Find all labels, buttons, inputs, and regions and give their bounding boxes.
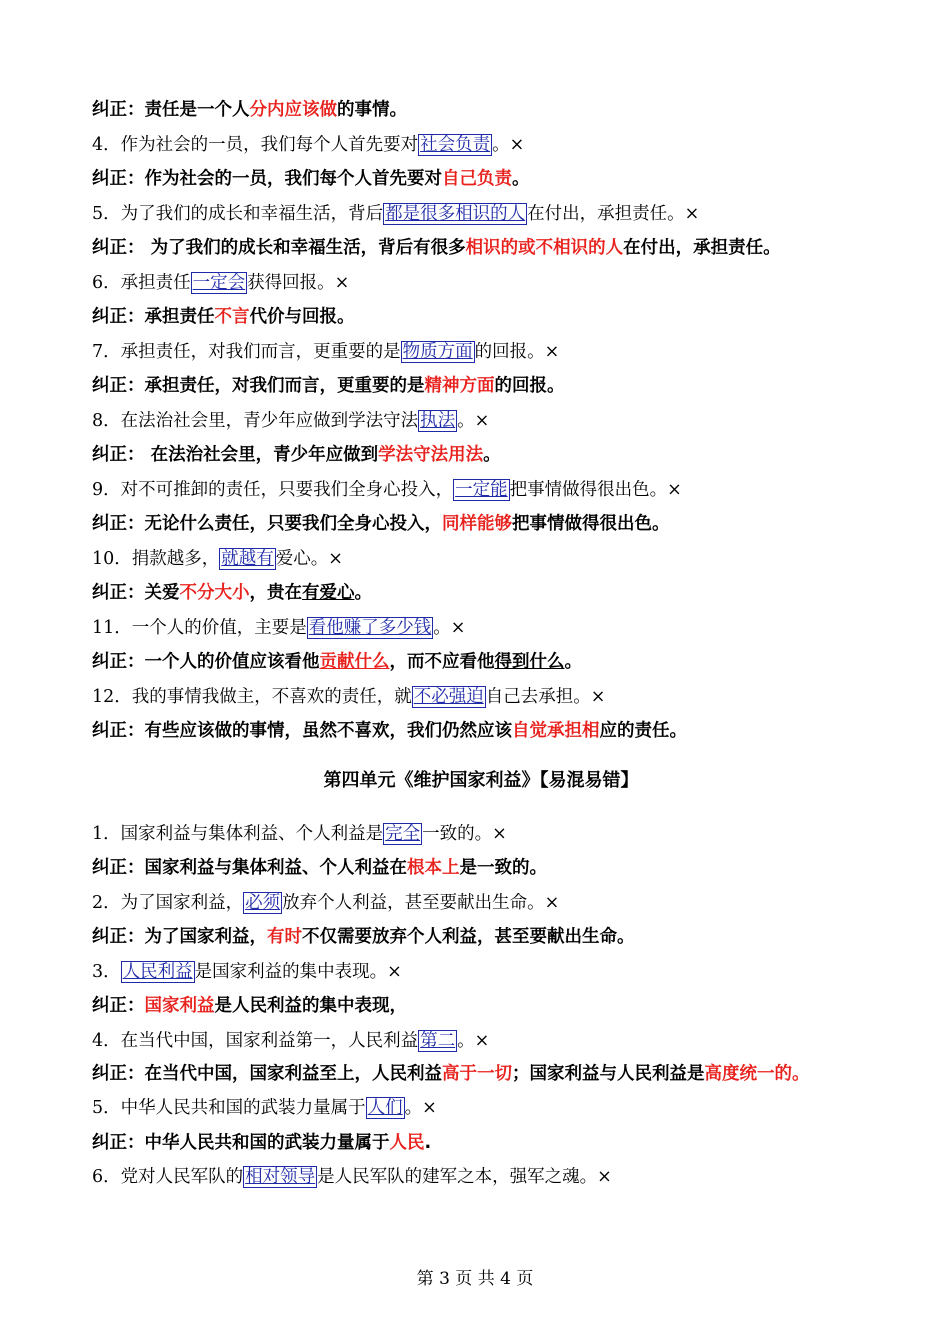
correction-line-c8 — [92, 438, 870, 473]
text-segment: 纠正：一个人的价值应该看他 — [92, 652, 320, 672]
text-segment: 10．捐款越多， — [92, 548, 220, 569]
text-segment: 1．国家利益与集体利益、个人利益是 — [92, 823, 384, 844]
text-segment: 在付出，承担责任。 — [623, 238, 781, 258]
question-line-u4q4 — [92, 1024, 870, 1059]
text-segment: 6．承担责任 — [92, 272, 191, 293]
underlined-segment: 有爱心 — [302, 583, 355, 603]
document-page — [92, 93, 870, 1195]
text-segment: 12．我的事情我做主，不喜欢的责任，就 — [92, 686, 412, 707]
correction-line-c6 — [92, 300, 870, 335]
correction-line-u4c2 — [92, 920, 870, 955]
text-segment: 纠正：为了国家利益， — [92, 927, 267, 947]
text-segment: 的回报。× — [474, 341, 560, 362]
page-footer: 第 3 页 共 4 页 — [416, 1269, 534, 1289]
error-highlight: 执法 — [420, 410, 456, 431]
text-segment: 5．为了我们的成长和幸福生活，背后 — [92, 203, 384, 224]
text-segment: ，贵在 — [249, 583, 302, 603]
question-line-q12 — [92, 680, 870, 715]
text-segment: 。 — [512, 169, 530, 189]
text-segment: 。 — [354, 583, 372, 603]
question-line-u4q3 — [92, 955, 870, 990]
correction-highlight: 贡献什么 — [319, 652, 390, 672]
text-segment: 6．党对人民军队的 — [92, 1167, 244, 1187]
correction-line-c4 — [92, 162, 870, 197]
text-segment: 11．一个人的价值，主要是 — [92, 617, 307, 638]
error-highlight: 第二 — [420, 1030, 456, 1051]
text-segment: 3． — [92, 961, 121, 982]
question-line-u4q2 — [92, 886, 870, 921]
text-segment: 纠正：承担责任，对我们而言，更重要的是 — [92, 376, 425, 396]
correction-highlight: 不言 — [214, 307, 250, 327]
error-highlight: 必须 — [245, 892, 281, 913]
text-segment: 获得回报。× — [247, 272, 350, 293]
question-line-u4q6 — [92, 1160, 870, 1195]
correction-highlight: 同样能够 — [442, 514, 512, 534]
correction-line-c11 — [92, 645, 870, 680]
text-segment: 纠正：作为社会的一员，我们每个人首先要对 — [92, 169, 442, 189]
correction-highlight: 高度统一的。 — [704, 1064, 810, 1084]
correction-line-u4c3 — [92, 989, 870, 1024]
correction-highlight: 不分大小 — [179, 583, 250, 603]
text-segment: 4．在当代中国，国家利益第一，人民利益 — [92, 1030, 419, 1051]
text-segment: 7．承担责任，对我们而言，更重要的是 — [92, 341, 401, 362]
text-segment: 是人民利益的集中表现， — [214, 996, 407, 1016]
text-segment: 的事情。 — [337, 100, 407, 120]
text-segment: 。× — [457, 1030, 490, 1051]
text-segment: 。 — [564, 652, 582, 672]
error-highlight: 一定会 — [192, 272, 246, 293]
text-segment: 把事情做得很出色。× — [509, 479, 682, 500]
text-segment: 应的责任。 — [599, 721, 687, 741]
text-segment: . — [424, 1132, 432, 1153]
text-segment: 纠正：在当代中国，国家利益至上，人民利益 — [92, 1064, 442, 1084]
text-segment: 纠正：承担责任 — [92, 307, 215, 327]
correction-highlight: 高于一切 — [442, 1064, 512, 1084]
text-segment: 纠正：关爱 — [92, 583, 180, 603]
unit-3-corrections — [92, 93, 870, 749]
text-segment: 纠正：中华人民共和国的武装力量属于 — [92, 1132, 390, 1153]
question-line-q11 — [92, 611, 870, 646]
question-line-q5 — [92, 197, 870, 232]
correction-line-c9 — [92, 507, 870, 542]
question-line-u4q1 — [92, 817, 870, 852]
correction-highlight: 分内应该做 — [249, 100, 337, 120]
correction-highlight: 有时 — [267, 927, 302, 947]
text-segment: 纠正： — [92, 996, 145, 1016]
question-line-q4 — [92, 128, 870, 163]
text-segment: 自己去承担。× — [485, 686, 606, 707]
error-highlight: 不必强迫 — [413, 686, 484, 707]
text-segment: 放弃个人利益，甚至要献出生命。× — [282, 892, 560, 913]
unit-4-corrections — [92, 817, 870, 1195]
text-segment: 4．作为社会的一员，我们每个人首先要对 — [92, 134, 419, 155]
correction-line-c10 — [92, 576, 870, 611]
text-segment: 。× — [404, 1098, 437, 1118]
text-segment: 纠正：国家利益与集体利益、个人利益在 — [92, 858, 407, 878]
correction-line-c3 — [92, 93, 870, 128]
error-highlight: 看他赚了多少钱 — [308, 617, 432, 638]
text-segment: 把事情做得很出色。 — [512, 514, 670, 534]
question-line-q9 — [92, 473, 870, 508]
question-line-q8 — [92, 404, 870, 439]
error-highlight: 相对领导 — [245, 1167, 316, 1187]
correction-highlight: 人民 — [389, 1132, 425, 1153]
text-segment: 代价与回报。 — [249, 307, 355, 327]
error-highlight: 物质方面 — [402, 341, 473, 362]
question-line-q7 — [92, 335, 870, 370]
text-segment: 纠正： 为了我们的成长和幸福生活，背后有很多 — [92, 238, 466, 258]
text-segment: 。× — [457, 410, 490, 431]
text-segment: 是人民军队的建军之本，强军之魂。× — [317, 1167, 612, 1187]
text-segment: 纠正：无论什么责任，只要我们全身心投入， — [92, 514, 442, 534]
correction-line-u4c4 — [92, 1058, 870, 1091]
error-highlight: 就越有 — [221, 548, 274, 569]
text-segment: 。 — [483, 445, 501, 465]
correction-highlight: 自觉承担相 — [512, 721, 600, 741]
correction-line-c12 — [92, 714, 870, 749]
text-segment: 是一致的。 — [459, 858, 547, 878]
text-segment: 8．在法治社会里，青少年应做到学法守法 — [92, 410, 419, 431]
text-segment: 纠正：有些应该做的事情，虽然不喜欢，我们仍然应该 — [92, 721, 512, 741]
text-segment: 。× — [492, 134, 525, 155]
text-segment: 纠正：责任是一个人 — [92, 100, 250, 120]
correction-line-u4c1 — [92, 851, 870, 886]
error-highlight: 人民利益 — [122, 961, 193, 982]
text-segment: 一致的。× — [422, 823, 507, 844]
text-segment: ，而不应看他 — [389, 652, 495, 672]
question-line-u4q5 — [92, 1091, 870, 1126]
section-heading: 第四单元《维护国家利益》【易混易错】 — [323, 769, 639, 791]
correction-highlight: 学法守法用法 — [378, 445, 484, 465]
correction-highlight: 自己负责 — [442, 169, 512, 189]
correction-line-c7 — [92, 369, 870, 404]
error-highlight: 完全 — [385, 823, 421, 844]
correction-highlight: 根本上 — [407, 858, 460, 878]
text-segment: 爱心。× — [275, 548, 343, 569]
text-segment: 在付出，承担责任。× — [527, 203, 700, 224]
error-highlight: 人们 — [367, 1098, 403, 1118]
text-segment: ；国家利益与人民利益是 — [512, 1064, 705, 1084]
question-line-q10 — [92, 542, 870, 577]
correction-highlight: 国家利益 — [144, 996, 215, 1016]
error-highlight: 一定能 — [455, 479, 508, 500]
error-highlight: 都是很多相识的人 — [385, 203, 526, 224]
text-segment: 纠正： 在法治社会里，青少年应做到 — [92, 445, 379, 465]
text-segment: 不仅需要放弃个人利益，甚至要献出生命。 — [302, 927, 635, 947]
text-segment: 9．对不可推卸的责任，只要我们全身心投入， — [92, 479, 454, 500]
correction-highlight: 相识的或不相识的人 — [465, 238, 624, 258]
text-segment: 的回报。 — [494, 376, 565, 396]
error-highlight: 社会负责 — [420, 134, 491, 155]
correction-line-u4c5 — [92, 1126, 870, 1161]
underlined-segment: 得到什么 — [494, 652, 565, 672]
question-line-q6 — [92, 266, 870, 301]
text-segment: 5．中华人民共和国的武装力量属于 — [92, 1098, 366, 1118]
text-segment: 。× — [433, 617, 466, 638]
correction-highlight: 精神方面 — [424, 376, 495, 396]
correction-line-c5 — [92, 231, 870, 266]
text-segment: 2．为了国家利益， — [92, 892, 244, 913]
text-segment: 是国家利益的集中表现。× — [194, 961, 402, 982]
